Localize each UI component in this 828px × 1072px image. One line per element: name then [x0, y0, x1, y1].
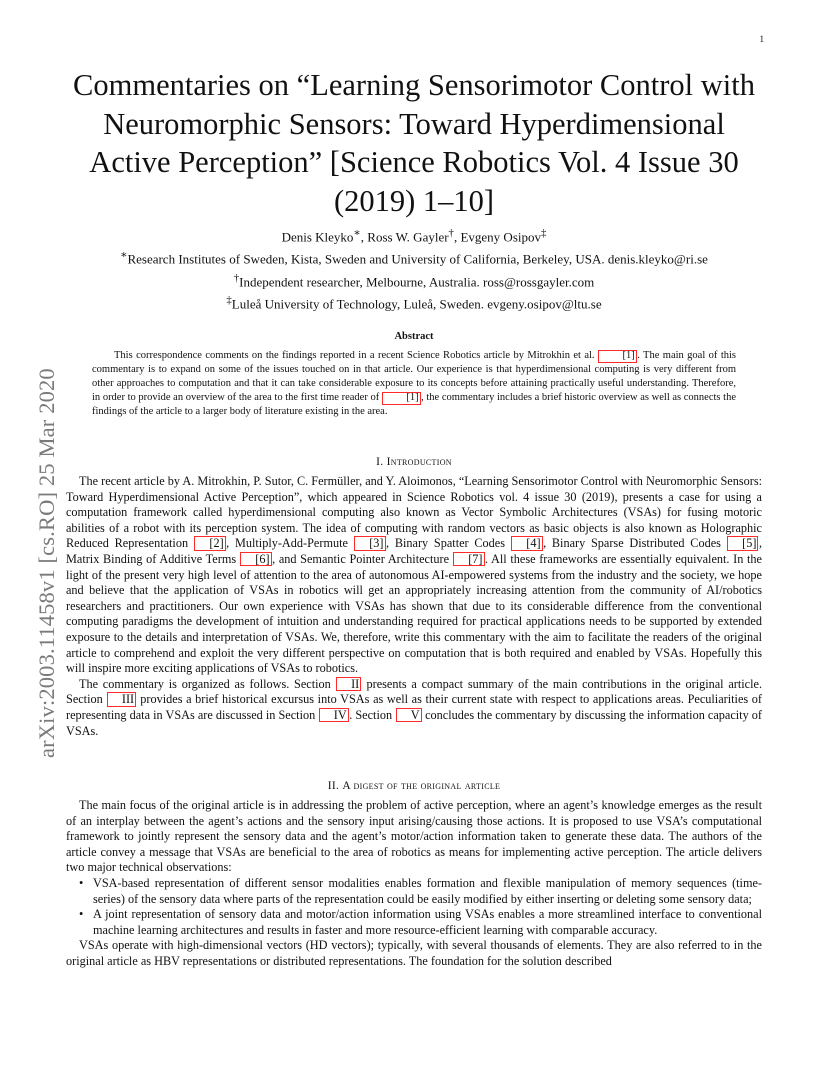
- section-heading: I. Introduction: [376, 456, 452, 468]
- list-item: • VSA-based representation of different sensor modalities enables formation and flexible manipulation of memory sequences (time-series) of the sensory data where parts of the representation could be easily modified by either inserting or deleting some sensory data;: [79, 875, 762, 906]
- citation-link[interactable]: [2]: [194, 536, 225, 550]
- paragraph: The commentary is organized as follows. Section II presents a compact summary of the main contributions in the original article. Section III provides a brief historical excursus into VSAs as well as their current state with respect to applications areas. Peculiarities of representing data in VSAs are discussed in Section IV . Section V concludes the commentary by discussing the information capacity of VSAs.: [66, 676, 763, 738]
- author-mark: ∗: [353, 227, 361, 239]
- page-number: 1: [759, 34, 764, 44]
- citation-link[interactable]: [4]: [511, 536, 542, 550]
- section-link[interactable]: IV: [319, 708, 349, 722]
- section-link[interactable]: III: [107, 692, 136, 706]
- bullet-icon: •: [79, 907, 84, 922]
- author-name: Evgeny Osipov: [460, 229, 541, 245]
- author-mark: †: [448, 227, 454, 239]
- author-name: Denis Kleyko: [281, 229, 354, 245]
- abstract-heading: Abstract: [394, 331, 434, 342]
- section-link[interactable]: II: [336, 677, 361, 691]
- paragraph: The main focus of the original article is in addressing the problem of active perception, where an agent’s knowledge emerges as the result of an interplay between the agent’s actions and the sensory input arising/causing those actions. It is proposed to use VSA’s computational framework to jointly represent the sensory data and the agent’s motor/action information taken to generate these data. The authors of the article convey a message that VSAs are beneficial to the area of robotics as means for implementing active perception. The article delivers two major technical observations:: [66, 798, 762, 875]
- introduction-body: [66, 474, 762, 739]
- author-mark: ‡: [541, 227, 547, 239]
- author-block: [60, 224, 768, 313]
- citation-link[interactable]: [6]: [240, 552, 271, 566]
- paper-title: Commentaries on “Learning Sensorimotor Control with Neuromorphic Sensors: Toward Hyperdimensional Active Perception” [Science Robotics Vol. 4 Issue 30 (2019) 1–10]: [73, 68, 755, 218]
- digest-body: [66, 798, 762, 970]
- paragraph: The recent article by A. Mitrokhin, P. Sutor, C. Fermüller, and Y. Aloimonos, “Learning Sensorimotor Control with Neuromorphic Sensors: Toward Hyperdimensional Active Perception”, which appeared in Science Robotics vol. 4 issue 30 (2019), presents a case for using a computation framework called hyperdimensional computing also known as Vector Symbolic Architectures (VSAs) for fusing motoric abilities of a robot with its perception system. The idea of computing with random vectors as basic objects is also known as Holographic Reduced Representation [2] , Multiply-Add-Permute [3] , Binary Spatter Codes [4] , Binary Sparse Distributed Codes [5] , Matrix Binding of Additive Terms [6] , and Semantic Pointer Architecture [7] . All these frameworks are essentially equivalent. In the light of the present very high level of attention to the area of autonomous AI-empowered systems from the industry and the society, we hope and believe that the application of VSAs in robotics will get an appropriately increasing attention from the community of AI/robotics researchers and practitioners. Our own experience with VSAs has shown that due to its considerable difference from the conventional computing paradigms the development of intuition and understanding required for practical applications needs to be supported by extended exposure to the details and interpretation of VSAs. We, therefore, write this commentary with the aim to facilitate the readers of the original article to comprehend and exploit the very different perspective on computation that is both required and enabled by VSAs. Hopefully this will inspire more exciting applications of VSAs to robotics.: [66, 474, 763, 676]
- bullet-icon: •: [79, 875, 84, 890]
- observation-list: [66, 876, 762, 938]
- section-heading: II. A digest of the original article: [327, 780, 501, 792]
- section-link[interactable]: V: [396, 708, 422, 722]
- citation-link[interactable]: [1]: [598, 350, 636, 363]
- author-name: Ross W. Gayler: [367, 229, 449, 245]
- citation-link[interactable]: [3]: [354, 536, 385, 550]
- citation-link[interactable]: [7]: [453, 552, 484, 566]
- affiliation: †Independent researcher, Melbourne, Australia. ross@rossgayler.com: [233, 271, 595, 289]
- affiliation: ∗Research Institutes of Sweden, Kista, Sweden and University of California, Berkeley, USA. denis.kleyko@ri.se: [120, 249, 708, 267]
- paragraph: VSAs operate with high-dimensional vectors (HD vectors); typically, with several thousands of elements. They are also referred to in the original article as HBV representations or distributed representations. The foundation for the solution described: [66, 938, 762, 968]
- abstract-text: This correspondence comments on the findings reported in a recent Science Robotics article by Mitrokhin et al. [1] . The main goal of this commentary is to expand on some of the issues touched on in that article. Our experience is that hyperdimensional computing is very different from other approaches to computation and that it can take considerable exposure to its concepts before attaining practically useful understanding. Therefore, in order to provide an overview of the area to the first time reader of [1] , the commentary includes a brief historic overview as well as connects the findings of the article to a larger body of literature existing in the area.: [92, 350, 737, 417]
- arxiv-identifier: arXiv:2003.11458v1 [cs.RO] 25 Mar 2020: [34, 368, 59, 758]
- citation-link[interactable]: [5]: [727, 536, 758, 550]
- author-names: Denis Kleyko∗, Ross W. Gayler†, Evgeny Osipov‡: [281, 227, 547, 245]
- citation-link[interactable]: [1]: [382, 392, 420, 405]
- list-item: • A joint representation of sensory data and motor/action information using VSAs enables a more streamlined interface to conventional machine learning architectures and results in faster and more resource-efficient learning with comparable accuracy.: [79, 907, 762, 937]
- affiliation: ‡Luleå University of Technology, Luleå, Sweden. evgeny.osipov@ltu.se: [226, 293, 602, 312]
